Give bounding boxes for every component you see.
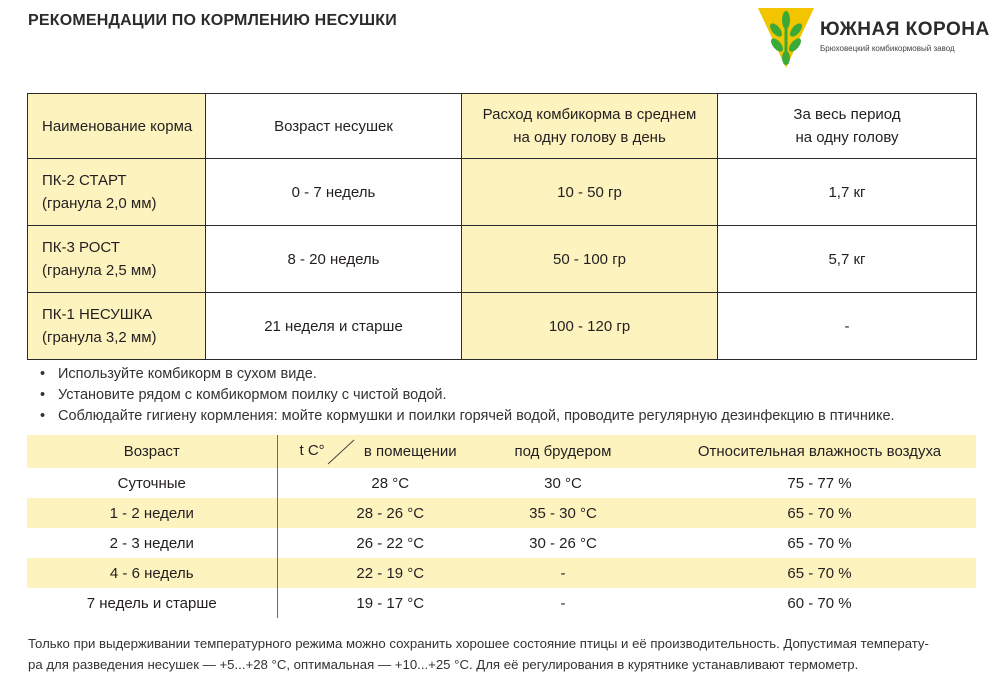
temp-humidity: 75 - 77 % [787,474,852,492]
temp-age: 2 - 3 недели [27,528,277,558]
temp-age: 1 - 2 недели [27,498,277,528]
feed-header-name: Наименование корма [28,94,206,159]
table-row [28,159,977,226]
feed-table-header [28,94,977,159]
temp-brooder: 30 - 26 °С [529,534,597,552]
feed-daily: 100 - 120 гр [462,293,718,360]
feed-name: ПК-1 НЕСУШКА (гранула 3,2 мм) [28,293,206,360]
feed-header-daily: Расход комбикорма в среднем на одну голову в день [462,94,718,159]
table-row [27,588,976,618]
feed-table [27,93,977,360]
table-row [27,468,976,498]
diagonal-divider [326,439,356,465]
list-item: • Соблюдайте гигиену кормления: мойте кормушки и поилки горячей водой, проводите регулярную дезинфекцию в птичнике. [40,406,895,427]
table-row [27,558,976,588]
feed-age: 8 - 20 недель [206,226,462,293]
temp-brooder: - [560,594,566,612]
temp-indoor: 22 - 19 °С [277,558,463,588]
temp-humidity: 65 - 70 % [663,498,976,528]
temp-age: 7 недель и старше [27,588,277,618]
feed-header-total: За весь период на одну голову [718,94,977,159]
brand-subtitle: Брюховецкий комбикормовый завод [820,44,955,53]
feed-age: 21 неделя и старше [206,293,462,360]
table-row [28,293,977,360]
temp-brooder: 35 - 30 °С [463,498,663,528]
table-row [27,528,976,558]
feed-total: 5,7 кг [718,226,977,293]
footnote-line: ра для разведения несушек — +5...+28 °С, оптимальная — +10...+25 °С. Для её регулирования в курятнике устанавливают термометр. [28,657,859,672]
tips-list [40,364,895,427]
feed-daily: 10 - 50 гр [462,159,718,226]
feed-age: 0 - 7 недель [206,159,462,226]
temp-humidity: 65 - 70 % [663,558,976,588]
page-title: РЕКОМЕНДАЦИИ ПО КОРМЛЕНИЮ НЕСУШКИ [28,12,397,29]
brand-name: ЮЖНАЯ КОРОНА [820,19,990,40]
feed-total: - [718,293,977,360]
temperature-table [27,435,976,618]
temperature-table-header [27,435,976,468]
temp-indoor: 26 - 22 °С [356,534,425,552]
temp-humidity: 60 - 70 % [787,594,852,612]
feed-header-age: Возраст несушек [206,94,462,159]
temp-indoor: 28 °С [371,474,410,492]
temp-age: 4 - 6 недель [27,558,277,588]
temp-indoor: 19 - 17 °С [356,594,425,612]
temp-brooder: - [463,558,663,588]
temp-humidity: 65 - 70 % [787,534,852,552]
temp-header-humidity: Относительная влажность воздуха [663,435,976,468]
table-row [27,498,976,528]
temp-brooder: 30 °С [544,474,582,492]
temp-header-age: Возраст [27,435,277,468]
temp-age: Суточные [27,468,277,498]
temp-unit-label: t C° [299,442,325,459]
footnote [28,633,978,675]
wheat-crown-icon [756,6,816,72]
feed-total: 1,7 кг [718,159,977,226]
list-item: • Используйте комбикорм в сухом виде. [40,364,895,385]
temp-header-brooder: под брудером [463,435,663,468]
temp-indoor: 28 - 26 °С [277,498,463,528]
feed-name: ПК-2 СТАРТ (гранула 2,0 мм) [28,159,206,226]
feed-name: ПК-3 РОСТ (гранула 2,5 мм) [28,226,206,293]
table-row [28,226,977,293]
feed-daily: 50 - 100 гр [462,226,718,293]
list-item: • Установите рядом с комбикормом поилку с чистой водой. [40,385,895,406]
temp-header-indoor: t C° в помещении [277,435,463,468]
brand-logo [756,6,990,72]
footnote-line: Только при выдерживании температурного режима можно сохранить хорошее состояние птицы и её производительность. Допустимая температу- [28,636,929,651]
